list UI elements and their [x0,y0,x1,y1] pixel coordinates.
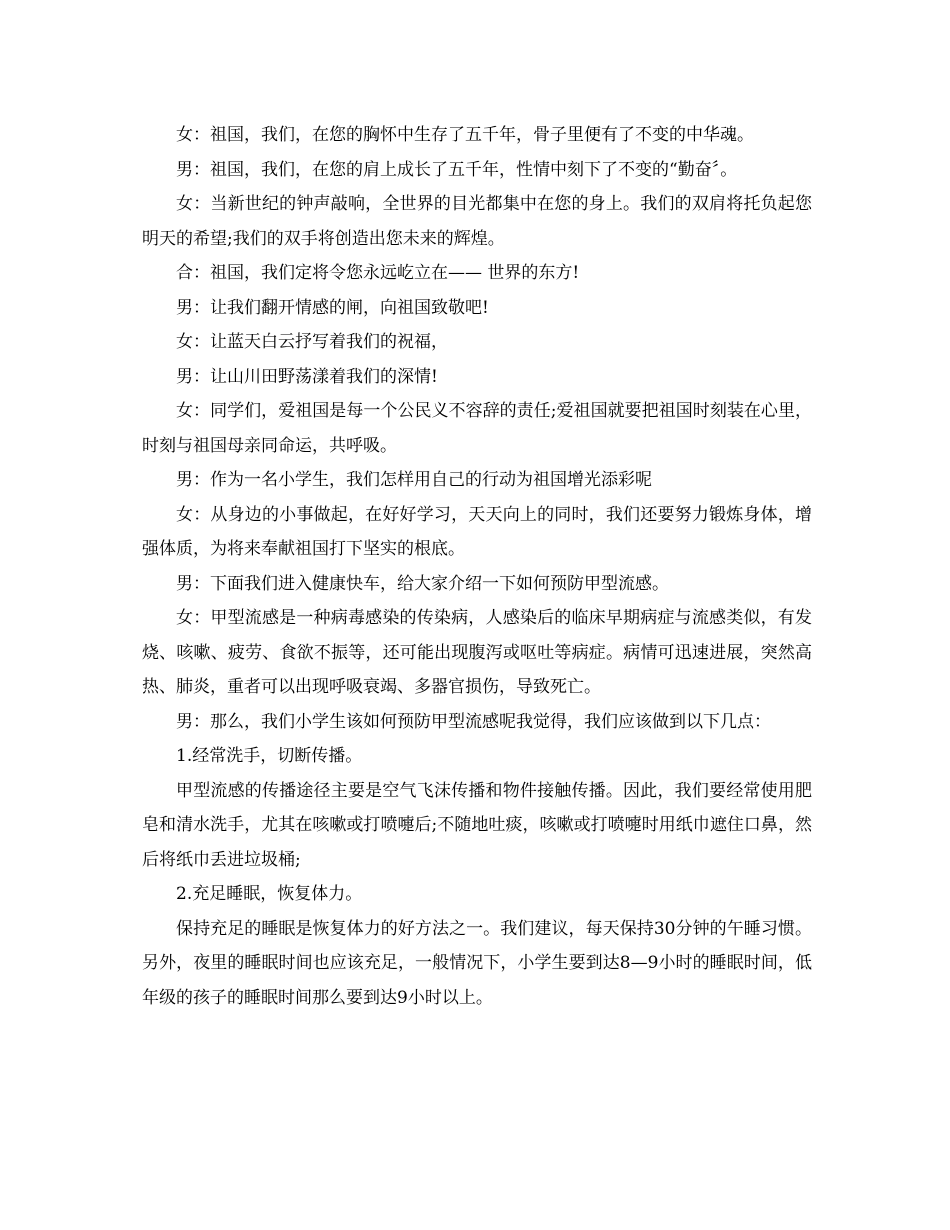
paragraph-dialogue-male-5: 男：下面我们进入健康快车，给大家介绍一下如何预防甲型流感。 [176,573,669,594]
paragraph-dialogue-female-1: 女：祖国，我们，在您的胸怀中生存了五千年，骨子里便有了不变的中华魂。 [176,125,754,145]
list-item-heading-2: 2.充足睡眠，恢复体力。 [176,884,363,904]
paragraph-dialogue-male-1: 男：祖国，我们，在您的肩上成长了五千年，性情中刻下了不变的“勤奋〞。 [176,159,738,180]
paragraph-dialogue-female-3: 女：让蓝天白云抒写着我们的祝福， [176,332,448,352]
paragraph-dialogue-female-6: 女：甲型流感是一种病毒感染的传染病，人感染后的临床早期病症与流感类似，有发烧、咳嗽、疲劳、食欲不振等，还可能出现腹泻或呕吐等病症。病情可迅速进展，突然高热、肺炎，重者可以出现呼吸衰竭、多器官损伤，导致死亡。 [142,608,812,697]
paragraph-dialogue-female-4: 女：同学们，爱祖国是每一个公民义不容辞的责任;爱祖国就要把祖国时刻装在心里，时刻与祖国母亲同命运，共呼吸。 [142,401,812,456]
paragraph-dialogue-female-5: 女：从身边的小事做起，在好好学习，天天向上的同时，我们还要努力锻炼身体，增强体质，为将来奉献祖国打下坚实的根底。 [142,504,812,559]
paragraph-dialogue-together: 合：祖国，我们定将令您永远屹立在—— 世界的东方! [176,263,580,283]
list-item-heading-1: 1.经常洗手，切断传播。 [176,746,363,766]
paragraph-dialogue-male-3: 男：让山川田野荡漾着我们的深情! [176,366,438,387]
paragraph-dialogue-male-2: 男：让我们翻开情感的闸，向祖国致敬吧! [176,297,489,318]
document-page [142,118,812,1015]
paragraph-dialogue-female-2: 女：当新世纪的钟声敲响，全世界的目光都集中在您的身上。我们的双肩将托负起您明天的希望;我们的双手将创造出您未来的辉煌。 [142,194,812,249]
paragraph-handwashing: 甲型流感的传播途径主要是空气飞沫传播和物件接触传播。因此，我们要经常使用肥皂和清水洗手，尤其在咳嗽或打喷嚏后;不随地吐痰，咳嗽或打喷嚏时用纸巾遮住口鼻，然后将纸巾丢进垃圾桶; [142,780,812,870]
paragraph-dialogue-male-4: 男：作为一名小学生，我们怎样用自己的行动为祖国增光添彩呢 [176,470,652,490]
paragraph-sleep: 保持充足的睡眠是恢复体力的好方法之一。我们建议，每天保持30分钟的午睡习惯。另外，夜里的睡眠时间也应该充足，一般情况下，小学生要到达8—9小时的睡眠时间，低年级的孩子的睡眠时间那么要到达9小时以上。 [142,918,812,1008]
paragraph-dialogue-male-6: 男：那么，我们小学生该如何预防甲型流感呢我觉得，我们应该做到以下几点： [176,711,771,732]
